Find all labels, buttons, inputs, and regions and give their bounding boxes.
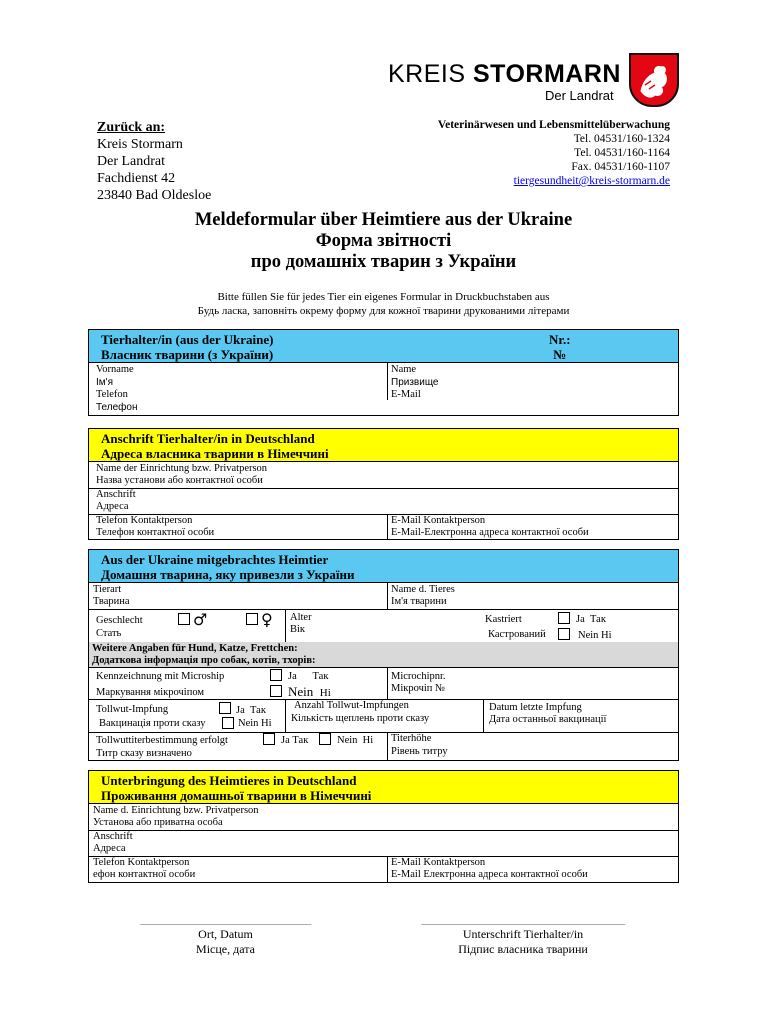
owner-signature: [394, 912, 652, 957]
titer-yes-label: Ja Так: [281, 735, 309, 746]
phone-2: Tel. 04531/160-1164: [574, 147, 670, 159]
age-label: Alter: [290, 612, 312, 623]
address-title: [101, 431, 329, 461]
phone-label-uk: Телефон: [96, 402, 138, 413]
pet-title-uk: Домашня тварина, яку привезли з України: [101, 567, 355, 582]
place-date-uk: Місце, дата: [196, 942, 255, 956]
first-name-label: Vorname: [96, 364, 134, 375]
housing-address-label: Anschrift: [93, 831, 133, 842]
rabies-label: Tollwut-Impfung: [96, 704, 169, 715]
extra-info-de: Weitere Angaben für Hund, Katze, Frettchen:: [92, 643, 298, 654]
dragon-icon: [631, 55, 677, 105]
department-name: Veterinärwesen und Lebensmittelüberwachung: [437, 119, 670, 131]
number-de: Nr.:: [549, 332, 571, 347]
neutered-yes-label: Ja Так: [576, 614, 606, 625]
owner-title-de: Tierhalter/in (aus der Ukraine): [101, 332, 274, 347]
owner-header: [89, 330, 678, 363]
phone-1: Tel. 04531/160-1324: [573, 133, 670, 145]
titer-no-checkbox[interactable]: [319, 733, 331, 745]
logo-light: KREIS: [388, 60, 473, 88]
housing-title: [101, 773, 371, 803]
address-title-uk: Адреса власника тварини в Німеччині: [101, 446, 329, 461]
microchip-no-label: Nein Ні: [288, 684, 331, 699]
last-vaccination-label: Datum letzte Impfung: [489, 702, 582, 713]
housing-address-label-uk: Адреса: [93, 843, 126, 854]
owner-section: [88, 329, 679, 416]
number-uk: №: [553, 347, 567, 362]
rabies-yes-label: Ja Так: [236, 705, 266, 716]
female-icon: ♀: [261, 610, 273, 629]
contact-email-label-uk: E-Mail-Електронна адреса контактної особи: [391, 527, 589, 538]
instructions-uk: Будь ласка, заповніть окрему форму для кожної тварини друкованими літерами: [197, 305, 570, 317]
microchip-no-checkbox[interactable]: [270, 685, 282, 697]
age-label-uk: Вік: [290, 624, 306, 635]
microchip-yes-checkbox[interactable]: [270, 669, 282, 681]
extra-info-uk: Додаткова інформація про собак, котів, тхорів:: [92, 655, 316, 666]
pet-name-label-uk: Ім'я тварини: [391, 596, 447, 607]
address-label: Anschrift: [96, 489, 136, 500]
housing-facility-label-uk: Установа або приватна особа: [93, 817, 223, 828]
email-label: E-Mail: [391, 389, 421, 400]
titer-test-label-uk: Титр сказу визначено: [96, 748, 192, 759]
neutered-label: Kastriert: [485, 614, 522, 625]
facility-label: Name der Einrichtung bzw. Privatperson: [96, 463, 268, 474]
pet-name-label: Name d. Tieres: [391, 584, 455, 595]
email-link[interactable]: tiergesundheit@kreis-stormarn.de: [513, 175, 670, 187]
form-title: [88, 210, 679, 273]
contact-email-label: E-Mail Kontaktperson: [391, 515, 486, 526]
facility-label-uk: Назва установи або контактної особи: [96, 475, 263, 486]
neutered-no-label: Nein Ні: [578, 630, 612, 641]
housing-facility-label: Name d. Einrichtung bzw. Privatperson: [93, 805, 259, 816]
vaccination-count-label-uk: Кількість щеплень проти сказу: [291, 713, 430, 724]
housing-phone-label: Telefon Kontaktperson: [93, 857, 190, 868]
place-date-de: Ort, Datum: [198, 927, 253, 941]
sex-label-uk: Стать: [96, 628, 122, 639]
owner-number: [549, 332, 571, 362]
owner-title: [101, 332, 274, 362]
return-line: Kreis Stormarn: [97, 137, 183, 152]
pet-title: [101, 552, 354, 582]
title-de: Meldeformular über Heimtiere aus der Ukraine: [194, 210, 573, 230]
return-address: [97, 119, 211, 204]
microchip-yes-label: Ja Так: [288, 671, 329, 682]
owner-title-uk: Власник тварини (з України): [101, 347, 274, 362]
housing-header: [89, 771, 678, 804]
housing-phone-label-uk: ефон контактної особи: [93, 869, 196, 880]
chip-number-label-uk: Мікрочіп №: [391, 683, 446, 694]
address-title-de: Anschrift Tierhalter/in in Deutschland: [101, 431, 315, 446]
titer-test-label: Tollwuttiterbestimmung erfolgt: [96, 735, 228, 746]
last-name-label-uk: Призвище: [391, 377, 439, 388]
logo-subtitle: Der Landrat: [545, 88, 614, 103]
neutered-label-uk: Кастрований: [488, 629, 546, 640]
place-date-signature: [118, 912, 333, 957]
title-uk-2: про домашніх тварин з України: [250, 252, 517, 272]
owner-signature-uk: Підпис власника тварини: [458, 942, 588, 956]
coat-of-arms-icon: [629, 53, 679, 107]
title-uk-1: Форма звітності: [315, 231, 452, 251]
last-vaccination-label-uk: Дата останньої вакцинації: [489, 714, 607, 725]
owner-signature-line[interactable]: _____________________________________: [421, 912, 625, 926]
rabies-label-uk: Вакцинація проти сказу: [99, 718, 206, 729]
rabies-yes-checkbox[interactable]: [219, 702, 231, 714]
titer-label-uk: Рівень титру: [391, 746, 448, 757]
logo-bold: STORMARN: [472, 60, 621, 88]
microchip-label: Kennzeichnung mit Microship: [96, 671, 225, 682]
titer-no-label: Nein Ні: [337, 735, 374, 746]
contact-phone-label: Telefon Kontaktperson: [96, 515, 193, 526]
microchip-label-uk: Маркування мікрочіпом: [96, 687, 205, 698]
sex-label: Geschlecht: [96, 615, 143, 626]
vaccination-count-label: Anzahl Tollwut-Impfungen: [294, 700, 409, 711]
species-label-uk: Тварина: [93, 596, 130, 607]
chip-number-label: Microchipnr.: [391, 671, 446, 682]
neutered-no-checkbox[interactable]: [558, 628, 570, 640]
housing-email-label-uk: E-Mail Електронна адреса контактної особи: [391, 869, 588, 880]
neutered-yes-checkbox[interactable]: [558, 612, 570, 624]
address-section: [88, 428, 679, 540]
titer-yes-checkbox[interactable]: [263, 733, 275, 745]
logo-wordmark: [388, 60, 621, 89]
place-date-line[interactable]: _______________________________: [140, 912, 311, 926]
return-line: 23840 Bad Oldesloe: [97, 188, 212, 203]
housing-title-de: Unterbringung des Heimtieres in Deutschland: [101, 773, 357, 788]
instructions-de: Bitte füllen Sie für jedes Tier ein eigenes Formular in Druckbuchstaben aus: [217, 291, 550, 303]
male-checkbox[interactable]: [178, 613, 190, 625]
housing-email-label: E-Mail Kontaktperson: [391, 857, 486, 868]
phone-label: Telefon: [96, 389, 128, 400]
housing-title-uk: Проживання домашньої тварини в Німеччині: [101, 788, 372, 803]
return-line: Fachdienst 42: [97, 171, 176, 186]
housing-section: [88, 770, 679, 883]
titer-label: Titerhöhe: [391, 733, 432, 744]
pet-header: [89, 550, 678, 583]
male-icon: ♂: [193, 610, 208, 629]
contact-phone-label-uk: Телефон контактної особи: [96, 527, 215, 538]
return-heading: Zurück an:: [97, 120, 166, 135]
species-label: Tierart: [93, 584, 122, 595]
contact-block: [438, 118, 670, 188]
last-name-label: Name: [391, 364, 417, 375]
pet-title-de: Aus der Ukraine mitgebrachtes Heimtier: [101, 552, 329, 567]
instructions: [88, 290, 679, 318]
female-checkbox[interactable]: [246, 613, 258, 625]
address-label-uk: Адреса: [96, 501, 129, 512]
address-header: [89, 429, 678, 462]
extra-info-header: [89, 642, 678, 668]
owner-signature-de: Unterschrift Tierhalter/in: [462, 927, 584, 941]
return-line: Der Landrat: [97, 154, 166, 169]
first-name-label-uk: Ім'я: [96, 377, 113, 388]
rabies-no-checkbox[interactable]: [222, 717, 234, 729]
fax: Fax. 04531/160-1107: [571, 161, 670, 173]
pet-section: [88, 549, 679, 761]
rabies-no-label: Nein Ні: [238, 718, 272, 729]
